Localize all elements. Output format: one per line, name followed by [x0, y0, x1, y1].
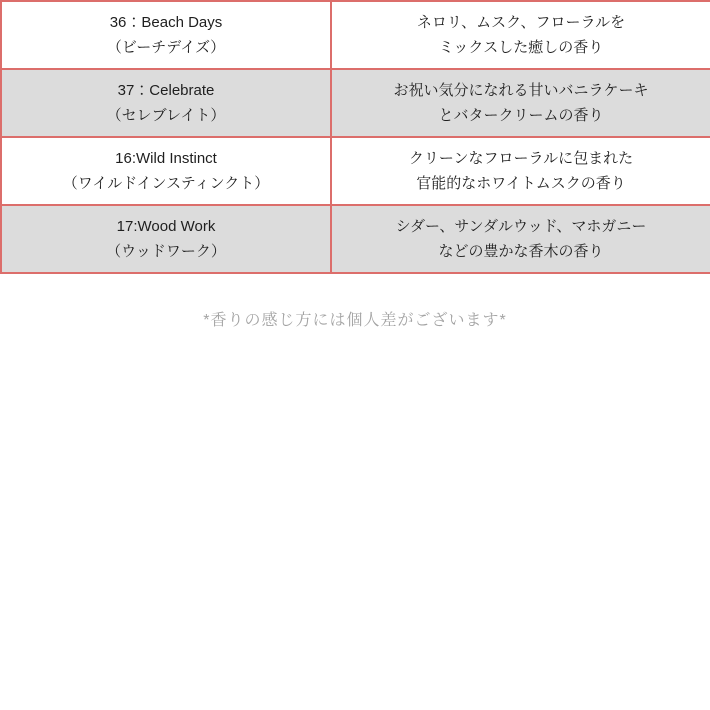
scent-name-cell: [1, 205, 331, 273]
scent-name: 17:Wood Work: [116, 218, 216, 235]
scent-description-line1: お祝い気分になれる甘いバニラケーキ: [393, 82, 649, 99]
table-row: [1, 205, 710, 273]
scent-name-cell: [1, 137, 331, 205]
scent-description-line2: などの豊かな香木の香り: [438, 243, 604, 260]
scent-description-line1: シダー、サンダルウッド、マホガニー: [395, 218, 647, 235]
scent-description-cell: [331, 1, 710, 69]
scent-name-katakana: （セレブレイト）: [106, 107, 226, 124]
table-row: [1, 1, 710, 69]
scent-name-katakana: （ビーチデイズ）: [106, 39, 226, 56]
scent-name-katakana: （ワイルドインスティンクト）: [62, 175, 270, 192]
scent-description-cell: [331, 205, 710, 273]
scent-name: 36：Beach Days: [109, 14, 223, 31]
scent-description-line1: ネロリ、ムスク、フローラルを: [416, 14, 626, 31]
scent-name-katakana: （ウッドワーク）: [106, 243, 226, 260]
scent-name: 16:Wild Instinct: [115, 150, 217, 167]
scent-description-cell: [331, 137, 710, 205]
scent-description-line2: とバタークリームの香り: [438, 107, 604, 124]
scent-name: 37：Celebrate: [117, 82, 215, 99]
scent-description-line2: 官能的なホワイトムスクの香り: [416, 175, 626, 192]
scent-description-line1: クリーンなフローラルに包まれた: [408, 150, 634, 167]
scent-name-cell: [1, 1, 331, 69]
scent-description-line2: ミックスした癒しの香り: [438, 39, 604, 56]
table-row: [1, 137, 710, 205]
scent-name-cell: [1, 69, 331, 137]
scent-table: [0, 0, 710, 274]
scent-description-cell: [331, 69, 710, 137]
table-row: [1, 69, 710, 137]
disclaimer-note: *香りの感じ方には個人差がございます*: [203, 312, 507, 329]
